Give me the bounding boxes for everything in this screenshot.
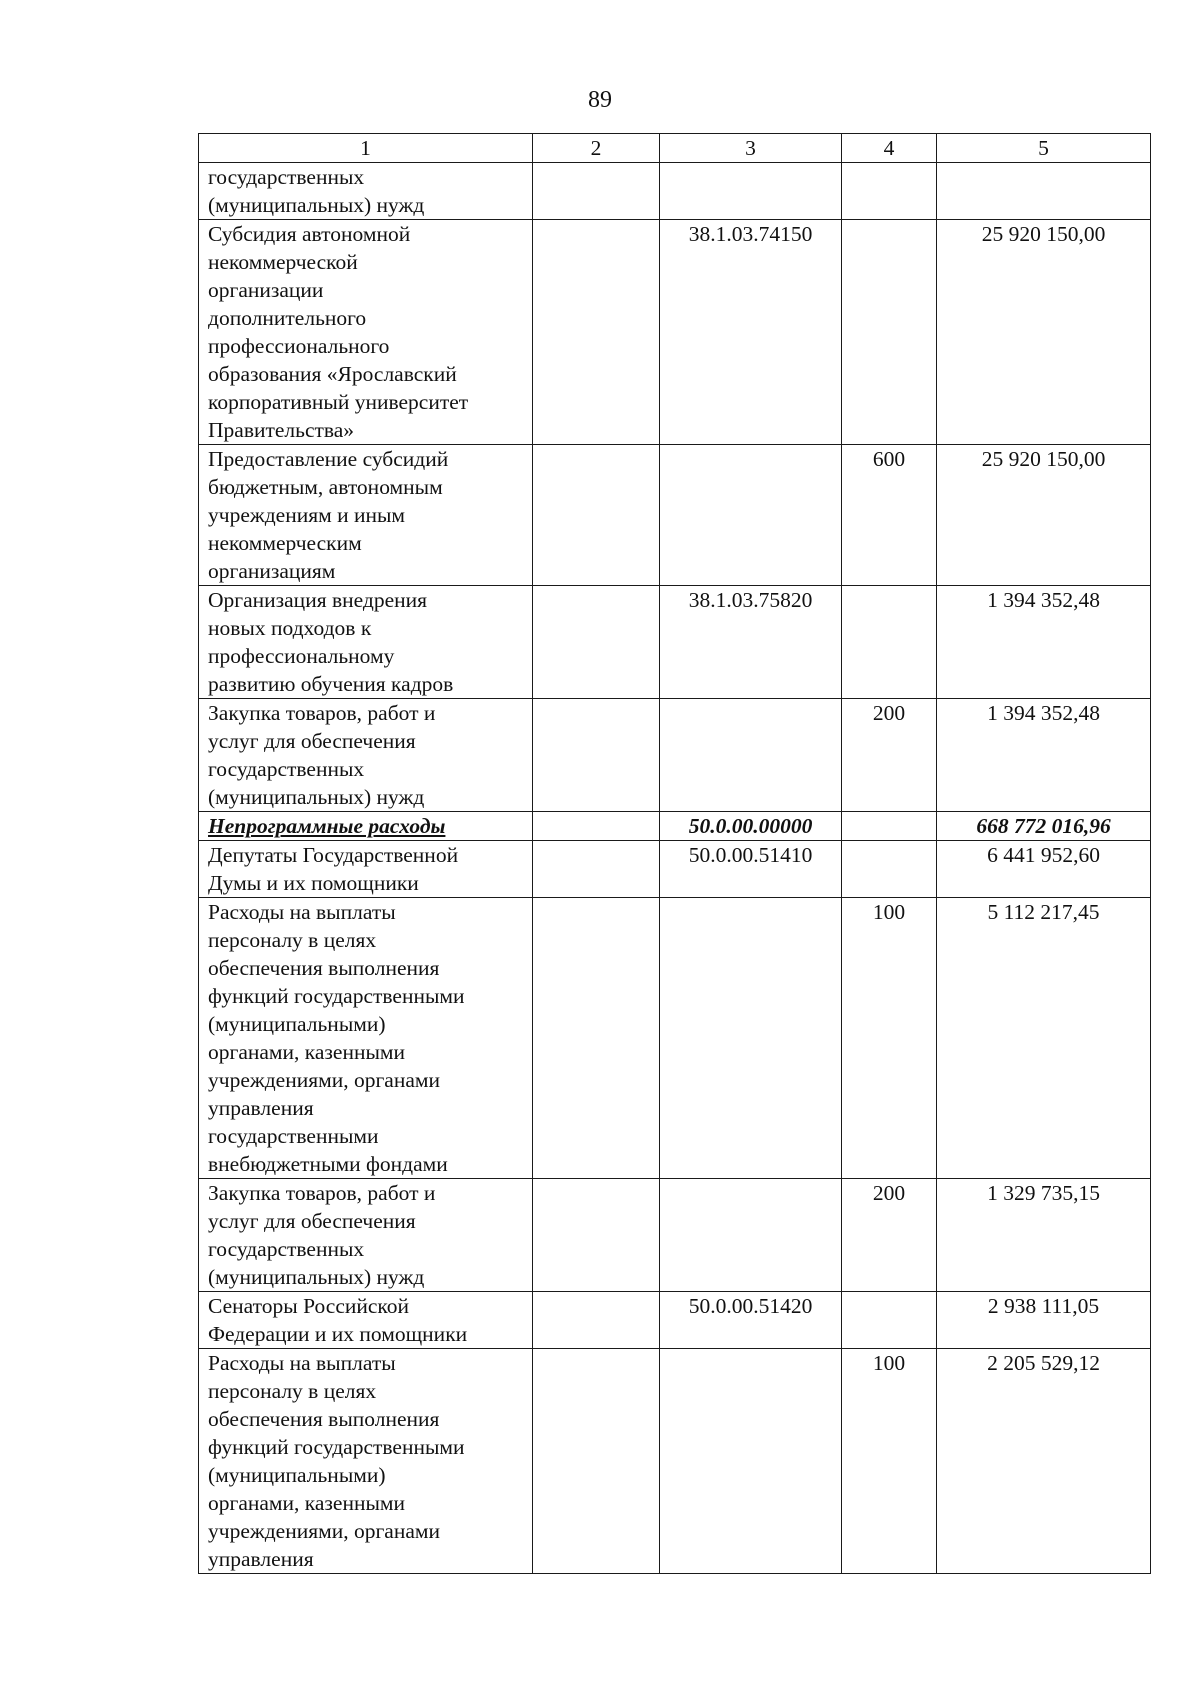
row-name-cell: Организация внедрения новых подходов к профессиональному развитию обучения кадров (199, 586, 533, 699)
row-type-cell: 100 (842, 898, 937, 1179)
table-row (199, 220, 1151, 445)
row-amount-cell: 668 772 016,96 (937, 812, 1151, 841)
row-type-cell (842, 812, 937, 841)
row-amount-cell: 25 920 150,00 (937, 445, 1151, 586)
table-row (199, 812, 1151, 841)
row-type-cell (842, 1292, 937, 1349)
row-amount-cell: 5 112 217,45 (937, 898, 1151, 1179)
row-type-cell: 600 (842, 445, 937, 586)
header-cell-4: 4 (842, 134, 937, 163)
row-col2-cell (533, 220, 660, 445)
header-cell-1: 1 (199, 134, 533, 163)
row-name-cell: Закупка товаров, работ и услуг для обеспечения государственных (муниципальных) нужд (199, 699, 533, 812)
row-code-cell (660, 1179, 842, 1292)
row-col2-cell (533, 841, 660, 898)
row-code-cell: 50.0.00.51410 (660, 841, 842, 898)
header-cell-2: 2 (533, 134, 660, 163)
row-amount-cell: 1 394 352,48 (937, 586, 1151, 699)
row-amount-cell: 6 441 952,60 (937, 841, 1151, 898)
row-name-cell: государственных (муниципальных) нужд (199, 163, 533, 220)
row-name-cell: Сенаторы Российской Федерации и их помощники (199, 1292, 533, 1349)
table-row (199, 1292, 1151, 1349)
row-type-cell (842, 586, 937, 699)
row-amount-cell: 25 920 150,00 (937, 220, 1151, 445)
row-type-cell (842, 163, 937, 220)
row-type-cell: 200 (842, 1179, 937, 1292)
row-col2-cell (533, 445, 660, 586)
row-name-cell: Закупка товаров, работ и услуг для обеспечения государственных (муниципальных) нужд (199, 1179, 533, 1292)
row-type-cell (842, 841, 937, 898)
row-type-cell: 100 (842, 1349, 937, 1574)
header-cell-5: 5 (937, 134, 1151, 163)
row-name-cell: Расходы на выплаты персоналу в целях обеспечения выполнения функций государственными (муниципальными) органами, казенными учреждениями, органами управления (199, 1349, 533, 1574)
row-col2-cell (533, 1179, 660, 1292)
row-name-cell: Предоставление субсидий бюджетным, автономным учреждениям и иным некоммерческим организациям (199, 445, 533, 586)
row-col2-cell (533, 1292, 660, 1349)
header-row (199, 134, 1151, 163)
row-name-cell: Расходы на выплаты персоналу в целях обеспечения выполнения функций государственными (муниципальными) органами, казенными учреждениями, органами управления государственными внебюджетными фондами (199, 898, 533, 1179)
row-name-cell: Депутаты Государственной Думы и их помощники (199, 841, 533, 898)
row-code-cell: 50.0.00.00000 (660, 812, 842, 841)
row-code-cell (660, 445, 842, 586)
row-type-cell: 200 (842, 699, 937, 812)
row-amount-cell: 1 394 352,48 (937, 699, 1151, 812)
row-code-cell: 38.1.03.75820 (660, 586, 842, 699)
row-amount-cell: 2 938 111,05 (937, 1292, 1151, 1349)
row-col2-cell (533, 586, 660, 699)
table-row (199, 841, 1151, 898)
row-amount-cell: 1 329 735,15 (937, 1179, 1151, 1292)
table-row (199, 1179, 1151, 1292)
table-row (199, 163, 1151, 220)
row-amount-cell: 2 205 529,12 (937, 1349, 1151, 1574)
row-col2-cell (533, 163, 660, 220)
page-number: 89 (588, 87, 612, 113)
table-row (199, 586, 1151, 699)
table-row (199, 1349, 1151, 1574)
row-name-cell: Непрограммные расходы (199, 812, 533, 841)
row-code-cell (660, 898, 842, 1179)
row-code-cell: 38.1.03.74150 (660, 220, 842, 445)
header-cell-3: 3 (660, 134, 842, 163)
row-col2-cell (533, 898, 660, 1179)
row-code-cell (660, 1349, 842, 1574)
table-row (199, 898, 1151, 1179)
row-code-cell: 50.0.00.51420 (660, 1292, 842, 1349)
budget-table (198, 133, 1151, 1574)
row-col2-cell (533, 1349, 660, 1574)
row-col2-cell (533, 699, 660, 812)
row-code-cell (660, 699, 842, 812)
table-row (199, 445, 1151, 586)
table-row (199, 699, 1151, 812)
row-code-cell (660, 163, 842, 220)
row-type-cell (842, 220, 937, 445)
row-name-cell: Субсидия автономной некоммерческой организации дополнительного профессионального образования «Ярославский корпоративный университет Правительства» (199, 220, 533, 445)
row-amount-cell (937, 163, 1151, 220)
row-col2-cell (533, 812, 660, 841)
